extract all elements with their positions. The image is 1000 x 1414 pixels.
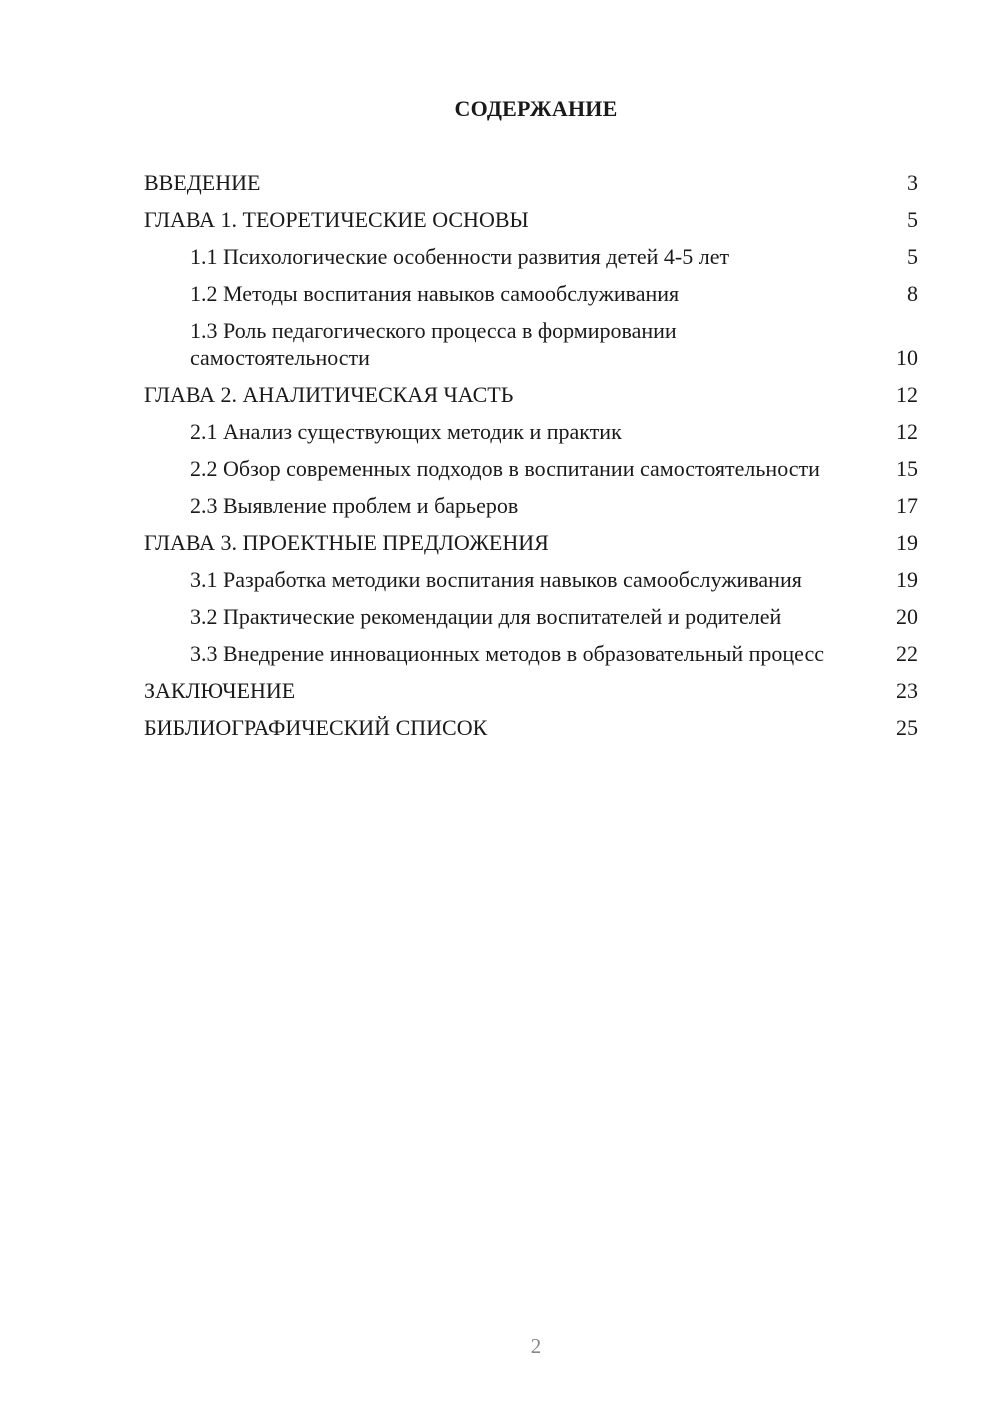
- toc-entry-section-3-1[interactable]: [144, 566, 918, 593]
- toc-entry-text: 2.3 Выявление проблем и барьеров: [190, 493, 519, 518]
- toc-entry-text: 1.3 Роль педагогического процесса в формировании самостоятельности: [190, 318, 677, 370]
- toc-entry-section-3-3[interactable]: [144, 640, 918, 667]
- toc-entry-page: 15: [896, 456, 918, 481]
- toc-entry-text: ГЛАВА 1. ТЕОРЕТИЧЕСКИЕ ОСНОВЫ: [144, 207, 529, 232]
- toc-entry-page: 17: [896, 493, 918, 518]
- toc-entry-chapter-1[interactable]: [144, 206, 918, 233]
- toc-entry-section-1-3[interactable]: [144, 317, 918, 371]
- toc-title: СОДЕРЖАНИЕ: [454, 96, 618, 121]
- toc-entry-page: 22: [896, 641, 918, 666]
- toc-entry-page: 12: [896, 382, 918, 407]
- toc-entry-text: ЗАКЛЮЧЕНИЕ: [144, 678, 296, 703]
- toc-entry-chapter-2[interactable]: [144, 381, 918, 408]
- toc-entry-page: 19: [896, 567, 918, 592]
- toc-entry-section-1-2[interactable]: [144, 280, 918, 307]
- toc-entry-section-1-1[interactable]: [144, 243, 918, 270]
- toc-entry-page: 23: [896, 678, 918, 703]
- toc-entry-introduction[interactable]: [144, 169, 918, 196]
- toc-entry-page: 19: [896, 530, 918, 555]
- toc-entry-section-2-2[interactable]: [144, 455, 918, 482]
- toc-entry-text: 2.2 Обзор современных подходов в воспитании самостоятельности: [190, 456, 820, 481]
- toc-entry-section-2-3[interactable]: [144, 492, 918, 519]
- toc-entry-page: 12: [896, 419, 918, 444]
- toc-entry-text: 3.1 Разработка методики воспитания навыков самообслуживания: [190, 567, 802, 592]
- toc-entry-text: 3.2 Практические рекомендации для воспитателей и родителей: [190, 604, 782, 629]
- toc-entry-page: 20: [896, 604, 918, 629]
- toc-entry-text: 1.1 Психологические особенности развития детей 4-5 лет: [190, 244, 730, 269]
- toc-entry-text: 1.2 Методы воспитания навыков самообслуживания: [190, 281, 680, 306]
- toc-entry-bibliography[interactable]: [144, 714, 918, 741]
- toc-entry-text: БИБЛИОГРАФИЧЕСКИЙ СПИСОК: [144, 715, 488, 740]
- toc-entry-page: 25: [896, 715, 918, 740]
- toc-entry-text: 2.1 Анализ существующих методик и практик: [190, 419, 622, 444]
- toc-entry-text: 3.3 Внедрение инновационных методов в образовательный процесс: [190, 641, 825, 666]
- page-number: 2: [530, 1334, 542, 1358]
- toc-entry-page: 8: [907, 281, 918, 306]
- toc-entry-page: 5: [907, 207, 918, 232]
- toc-entry-page: 10: [896, 345, 918, 370]
- toc-entry-conclusion[interactable]: [144, 677, 918, 704]
- toc-entry-text: ВВЕДЕНИЕ: [144, 170, 261, 195]
- toc-entry-page: 5: [907, 244, 918, 269]
- table-of-contents: [144, 169, 918, 751]
- toc-entry-section-3-2[interactable]: [144, 603, 918, 630]
- toc-entry-page: 3: [907, 170, 918, 195]
- toc-entry-text: ГЛАВА 3. ПРОЕКТНЫЕ ПРЕДЛОЖЕНИЯ: [144, 530, 549, 555]
- toc-entry-section-2-1[interactable]: [144, 418, 918, 445]
- toc-entry-chapter-3[interactable]: [144, 529, 918, 556]
- toc-entry-text: ГЛАВА 2. АНАЛИТИЧЕСКАЯ ЧАСТЬ: [144, 382, 514, 407]
